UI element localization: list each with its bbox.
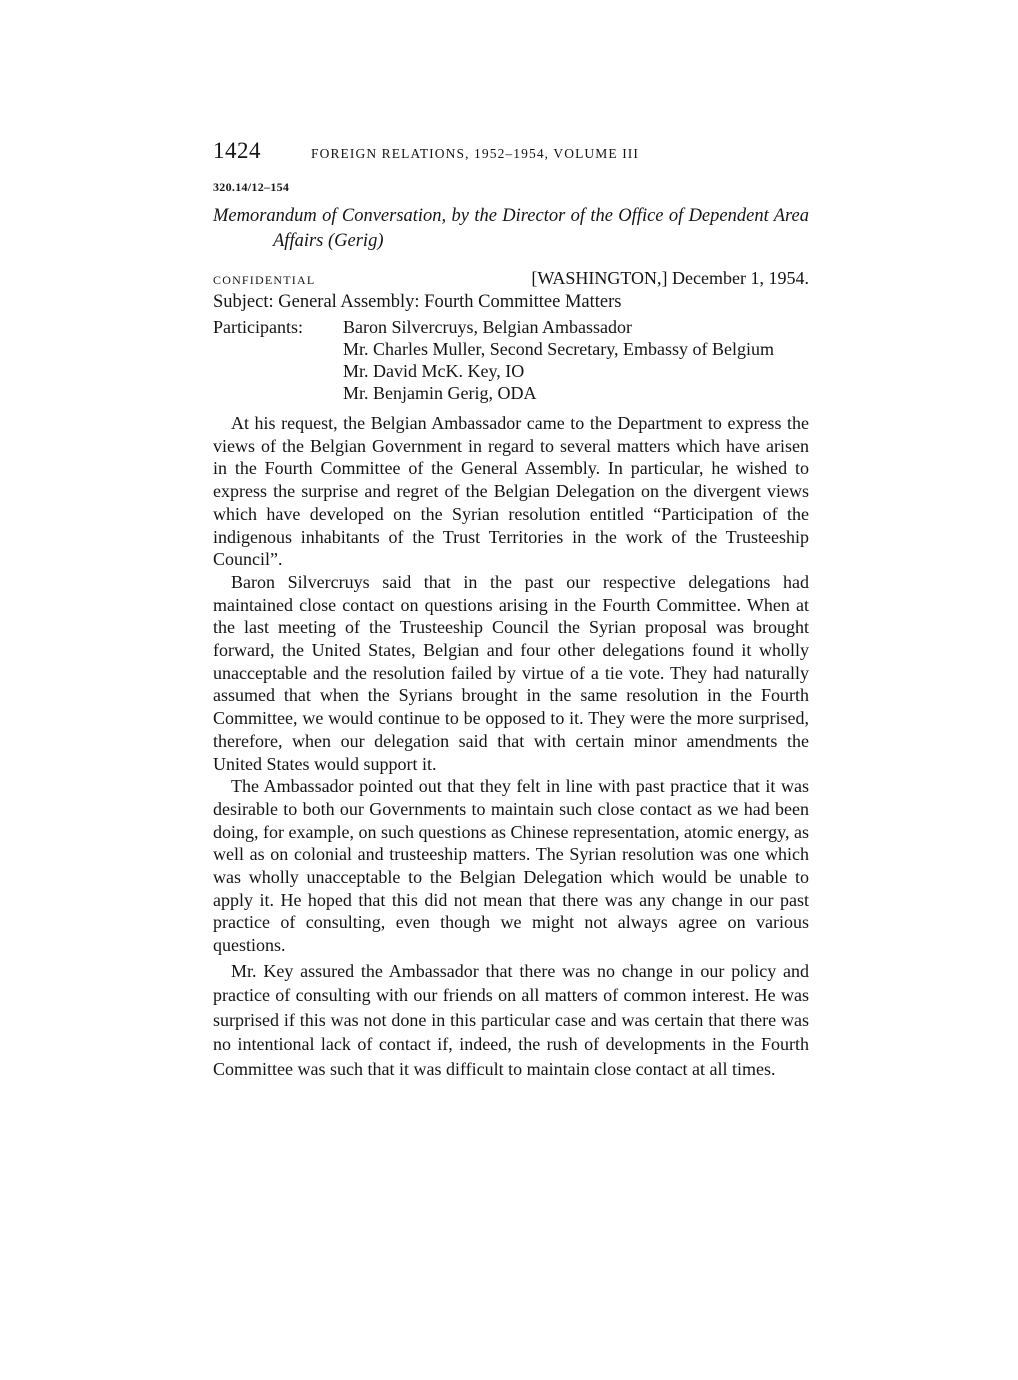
classification-row — [213, 268, 809, 289]
running-header — [213, 138, 809, 172]
participant: Baron Silvercruys, Belgian Ambassador — [343, 317, 632, 337]
dateline: [WASHINGTON,] December 1, 1954. — [531, 268, 809, 288]
participants-label: Participants: — [213, 317, 303, 337]
participant: Mr. Charles Muller, Second Secretary, Embassy of Belgium — [343, 339, 775, 359]
page-number: 1424 — [213, 138, 261, 163]
participant: Mr. David McK. Key, IO — [343, 361, 525, 381]
classification-label: CONFIDENTIAL — [213, 273, 316, 287]
body-paragraph: The Ambassador pointed out that they felt in line with past practice that it was desirable to both our Governments to maintain such close contact as we had been doing, for example, on such questions as Chinese representation, atomic energy, as well as on colonial and trusteeship matters. The Syrian resolution was one which was wholly unacceptable to the Belgian Delegation which would be unable to apply it. He hoped that this did not mean that there was any change in our past practice of consulting, even though we might not always agree on various questions. — [213, 776, 809, 956]
participants-list — [343, 316, 809, 404]
file-number: 320.14/12–154 — [213, 180, 290, 194]
body-paragraph: Baron Silvercruys said that in the past our respective delegations had maintained close contact on questions arising in the Fourth Committee. When at the last meeting of the Trusteeship Council the Syrian proposal was brought forward, the United States, Belgian and four other delegations found it wholly unacceptable and the resolution failed by virtue of a tie vote. They had naturally assumed that when the Syrians brought in the same resolution in the Fourth Committee, we would continue to be opposed to it. They were the more surprised, therefore, when our delegation said that with certain minor amendments the United States would support it. — [213, 571, 809, 774]
participant: Mr. Benjamin Gerig, ODA — [343, 383, 537, 403]
body-paragraph: Mr. Key assured the Ambassador that there was no change in our policy and practice of consulting with our friends on all matters of common interest. He was surprised if this was not done in this particular case and was certain that there was no intentional lack of contact if, indeed, the rush of developments in the Fourth Committee was such that it was difficult to maintain close contact at all times. — [213, 960, 809, 1079]
participants-block — [213, 316, 809, 404]
document-title: Memorandum of Conversation, by the Director of the Office of Dependent Area Affairs (Gerig) — [213, 206, 809, 251]
running-title: FOREIGN RELATIONS, 1952–1954, VOLUME III — [311, 146, 639, 161]
document-page — [213, 138, 809, 1081]
body-paragraph: At his request, the Belgian Ambassador came to the Department to express the views of the Belgian Government in regard to several matters which have arisen in the Fourth Committee of the General Assembly. In particular, he wished to express the surprise and regret of the Belgian Delegation on the divergent views which have developed on the Syrian resolution entitled “Participation of the indigenous inhabitants of the Trust Territories in the work of the Trusteeship Council”. — [213, 413, 809, 570]
subject-line: Subject: General Assembly: Fourth Committee Matters — [213, 292, 622, 312]
